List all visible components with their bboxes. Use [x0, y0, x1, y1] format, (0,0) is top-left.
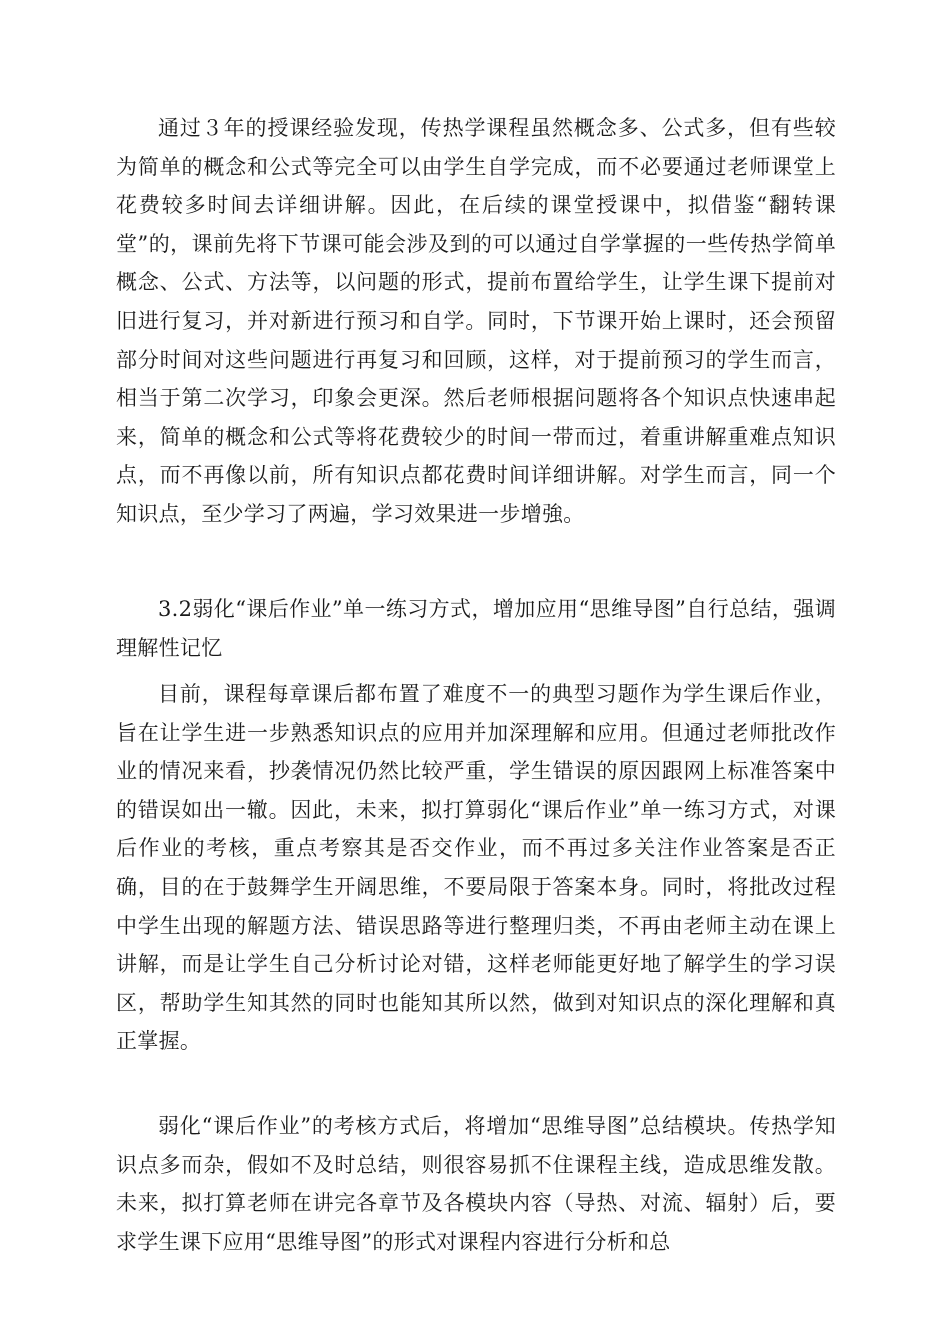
- paragraph-text: 通过３年的授课经验发现，传热学课程虽然概念多、公式多，但有些较为简单的概念和公式等完全可以由学生自学完成，而不必要通过老师课堂上花费较多时间去详细讲解。因此，在后续的课堂授课中，拟借鉴“翻转课堂”的，课前先将下节课可能会涉及到的可以通过自学掌握的一些传热学简单概念、公式、方法等，以问题的形式，提前布置给学生，让学生课下提前对旧进行复习，并对新进行预习和自学。同时，下节课开始上课时，还会预留部分时间对这些问题进行再复习和回顾，这样，对于提前预习的学生而言，相当于第二次学习，印象会更深。然后老师根据问题将各个知识点快速串起来，简单的概念和公式等将花费较少的时间一带而过，着重讲解重难点知识点，而不再像以前，所有知识点都花费时间详细讲解。对学生而言，同一个知识点，至少学习了两遍，学习效果进一步增強。: [116, 116, 836, 526]
- paragraph-homework: [116, 675, 836, 1061]
- section-heading-text: 3.2弱化“课后作业”单一练习方式，增加应用“思维导图”自行总结，强调理解性记忆: [116, 597, 836, 660]
- paragraph-flipped-classroom: [116, 109, 836, 534]
- paragraph-mind-map: [116, 1107, 836, 1261]
- paragraph-text: 弱化“课后作业”的考核方式后，将增加“思维导图”总结模块。传热学知识点多而杂，假如不及时总结，则很容易抓不住课程主线，造成思维发散。未来，拟打算老师在讲完各章节及各模块内容（导热、对流、辐射）后，要求学生课下应用“思维导图”的形式对课程内容进行分析和总: [116, 1114, 836, 1254]
- section-heading-3-2: [116, 590, 836, 667]
- paragraph-text: 目前，课程每章课后都布置了难度不一的典型习题作为学生课后作业，旨在让学生进一步熟悉知识点的应用并加深理解和应用。但通过老师批改作业的情况来看，抄袭情况仍然比较严重，学生错误的原因跟网上标准答案中的错误如出一辙。因此，未来，拟打算弱化“课后作业”单一练习方式，对课后作业的考核，重点考察其是否交作业，而不再过多关注作业答案是否正确，目的在于鼓舞学生开阔思维，不要局限于答案本身。同时，将批改过程中学生出现的解题方法、错误思路等进行整理归类，不再由老师主动在课上讲解，而是让学生自己分析讨论对错，这样老师能更好地了解学生的学习误区，帮助学生知其然的同时也能知其所以然，做到对知识点的深化理解和真正掌握。: [116, 682, 836, 1054]
